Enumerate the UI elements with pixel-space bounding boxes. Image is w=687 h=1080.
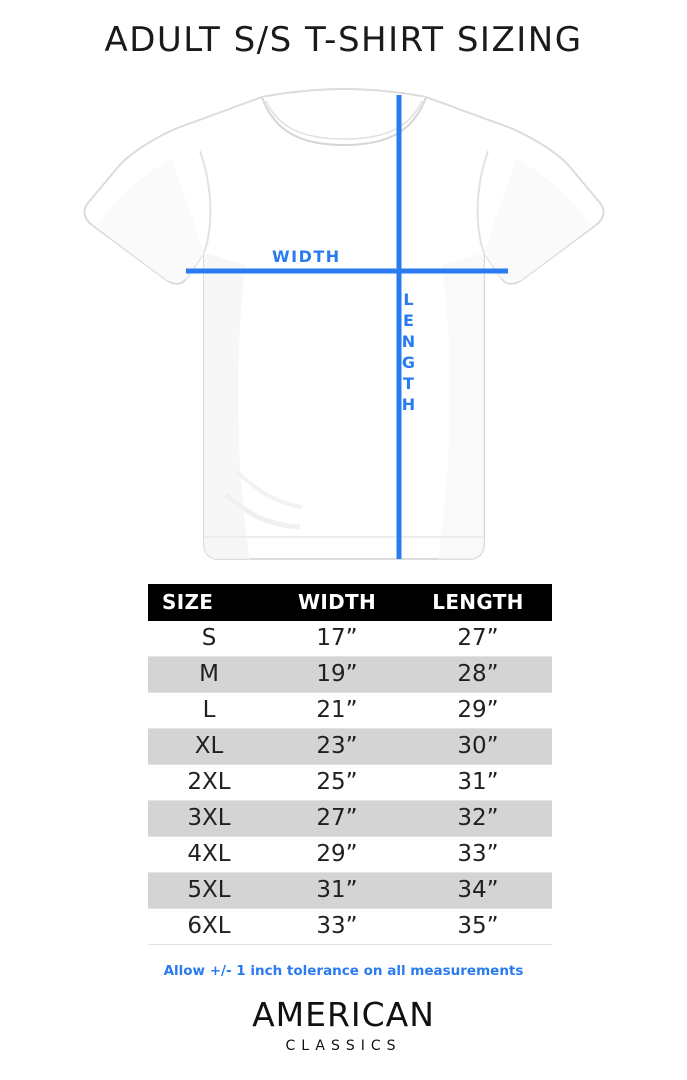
cell-size: 5XL [148,873,270,909]
cell-length: 34” [404,873,552,909]
cell-width: 33” [270,909,404,945]
brand-subtitle: CLASSICS [285,1038,402,1054]
table-row [148,621,552,657]
cell-length: 33” [404,837,552,873]
table-row [148,909,552,945]
cell-length: 31” [404,765,552,801]
page-title: ADULT S/S T-SHIRT SIZING [104,20,583,60]
cell-size: M [148,657,270,693]
cell-width: 25” [270,765,404,801]
cell-length: 30” [404,729,552,765]
size-table [148,584,552,945]
header-size: SIZE [148,584,270,621]
tshirt-illustration [0,75,687,570]
cell-size: L [148,693,270,729]
table-header-row [148,584,552,621]
cell-width: 17” [270,621,404,657]
table-row [148,657,552,693]
header-length: LENGTH [404,584,552,621]
cell-size: S [148,621,270,657]
table-row [148,873,552,909]
brand-name: AMERICAN [252,995,435,1034]
cell-size: 4XL [148,837,270,873]
tshirt-diagram [0,75,687,570]
cell-size: 2XL [148,765,270,801]
table-row [148,837,552,873]
table-row [148,765,552,801]
table-row [148,729,552,765]
cell-width: 23” [270,729,404,765]
cell-length: 35” [404,909,552,945]
cell-size: 3XL [148,801,270,837]
cell-width: 31” [270,873,404,909]
cell-size: XL [148,729,270,765]
length-label: LENGTH [399,290,418,416]
cell-width: 29” [270,837,404,873]
cell-width: 21” [270,693,404,729]
header-width: WIDTH [270,584,404,621]
cell-length: 32” [404,801,552,837]
cell-size: 6XL [148,909,270,945]
size-table-wrapper [148,584,538,945]
table-row [148,693,552,729]
tolerance-note: Allow +/- 1 inch tolerance on all measurements [163,963,524,979]
table-row [148,801,552,837]
cell-length: 29” [404,693,552,729]
cell-width: 19” [270,657,404,693]
cell-width: 27” [270,801,404,837]
cell-length: 28” [404,657,552,693]
cell-length: 27” [404,621,552,657]
width-label: WIDTH [272,247,341,266]
